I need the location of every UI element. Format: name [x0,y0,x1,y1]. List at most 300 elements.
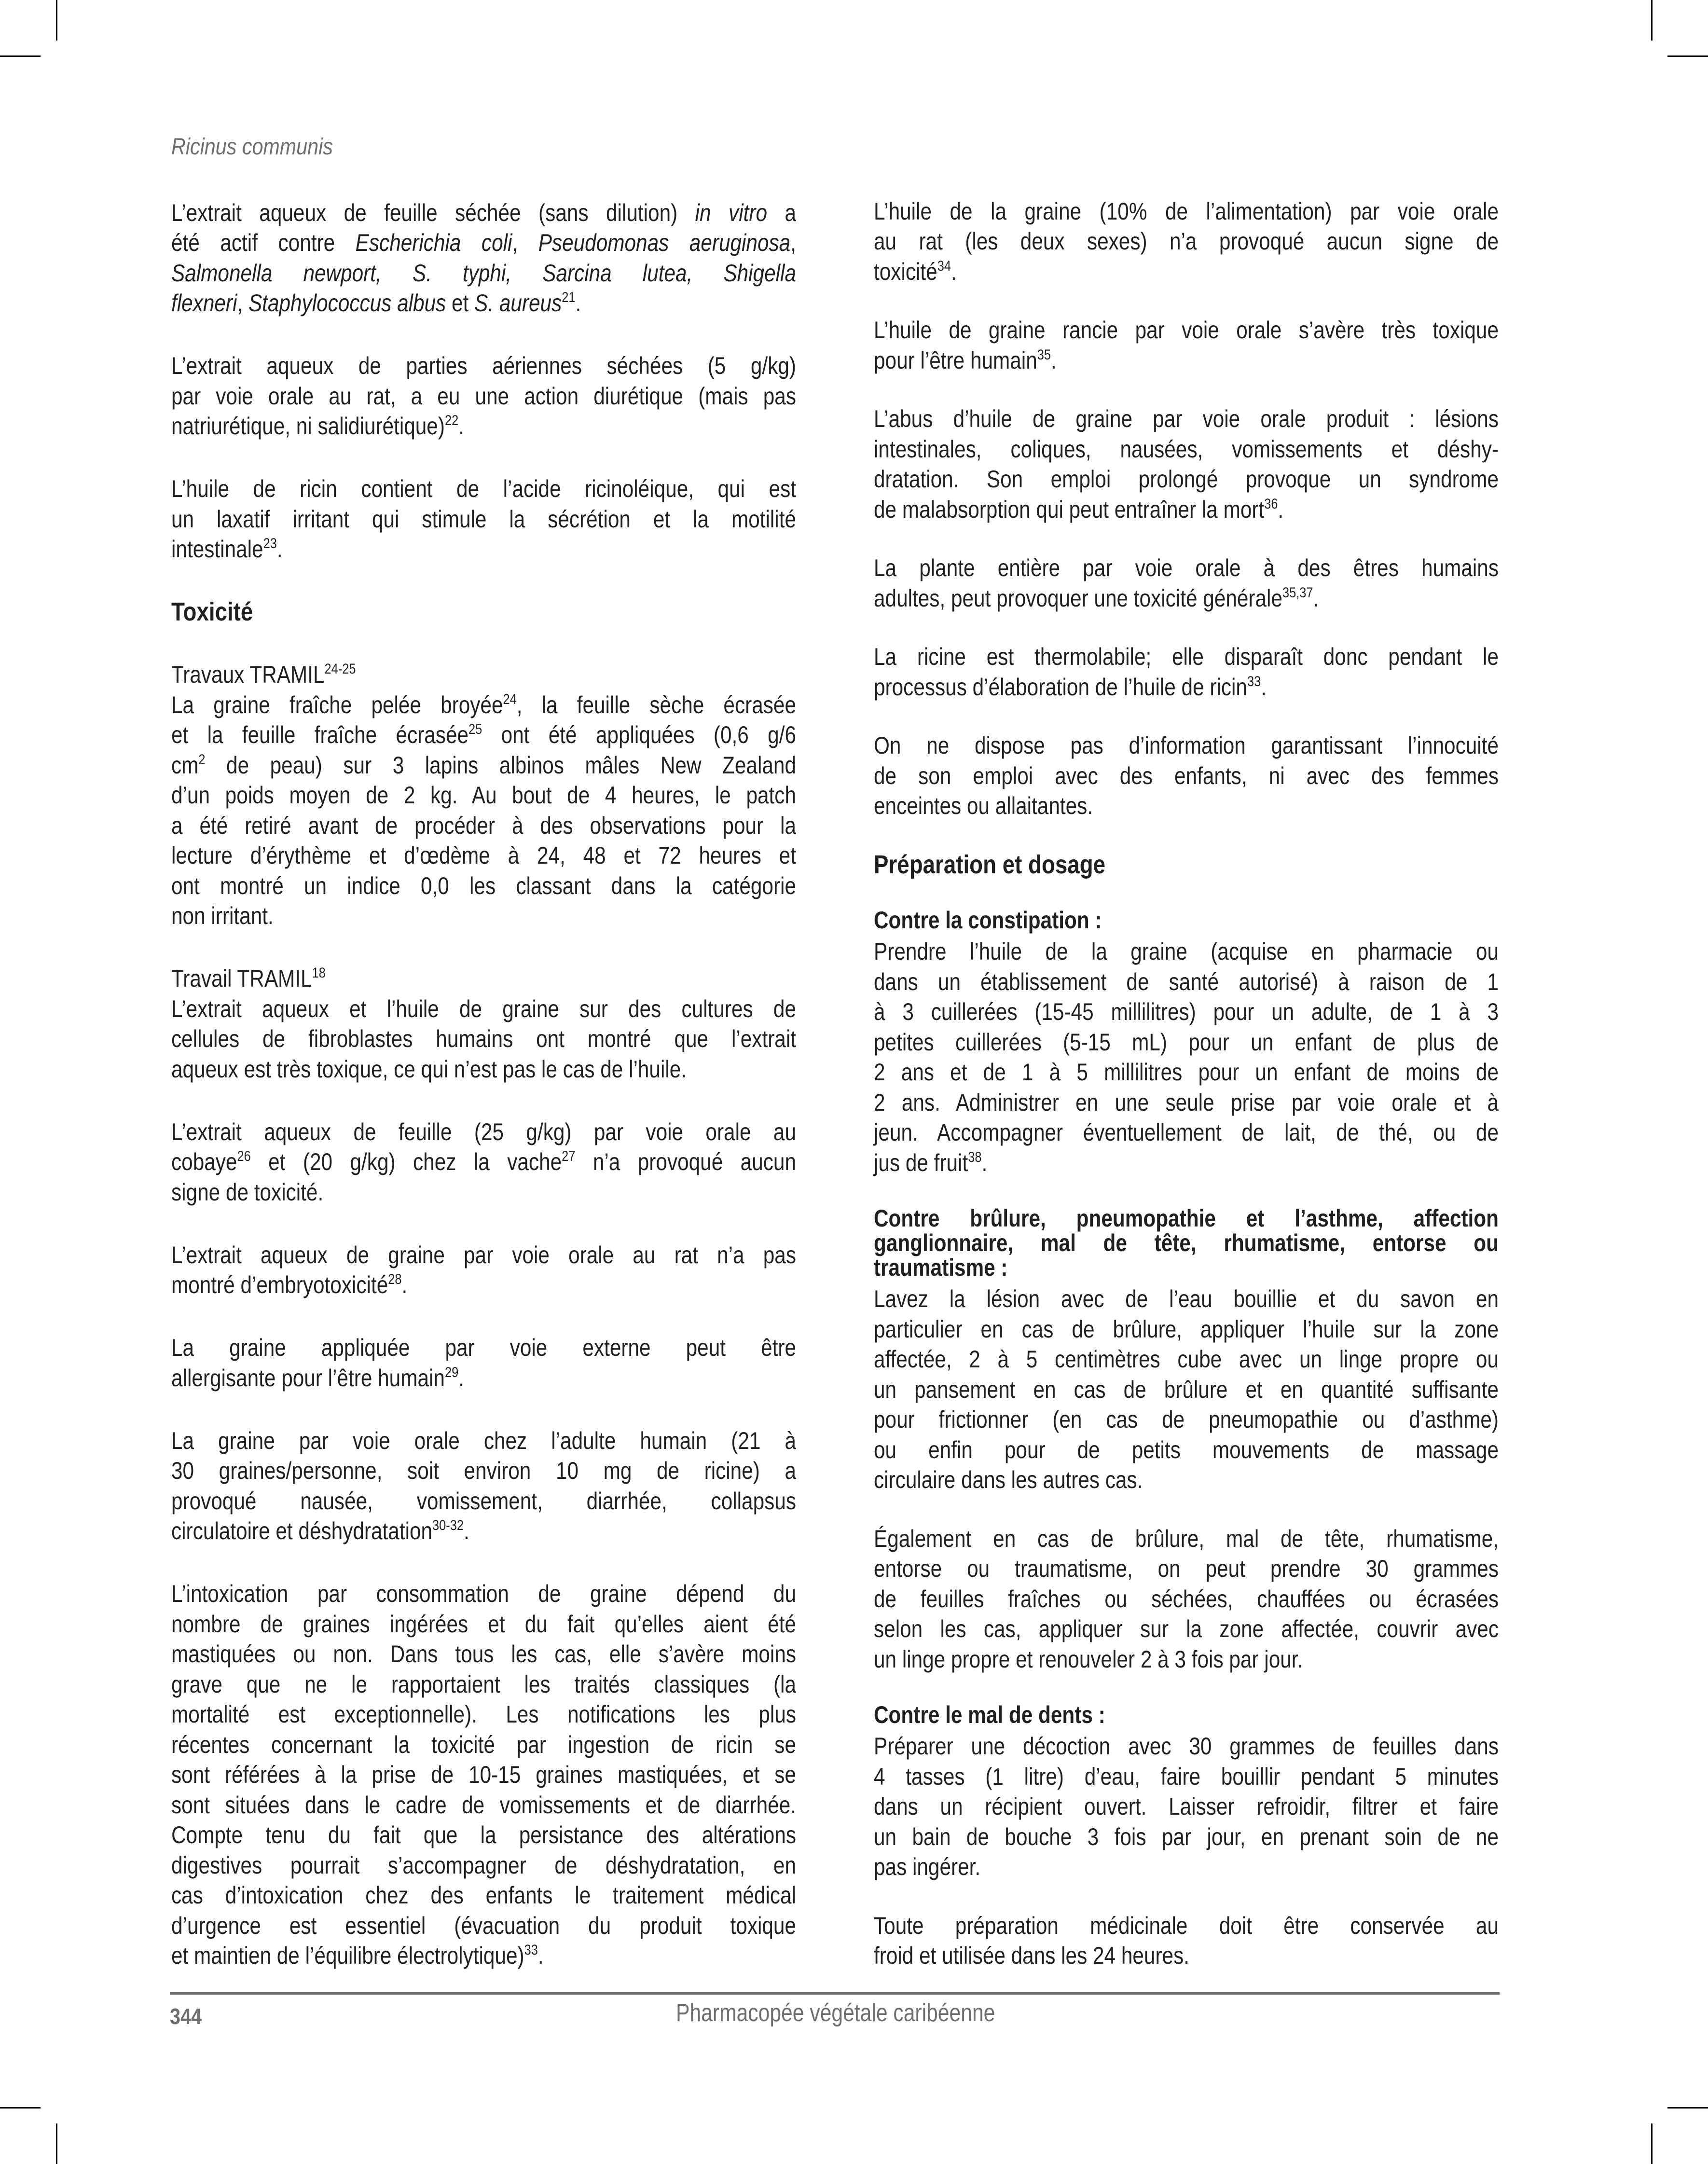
page-number: 344 [170,2004,202,2029]
text-line [171,1609,796,1640]
text-line [874,1375,1499,1405]
text-run: à 3 cuillerées (15-45 millilitres) pour un adulte, de 1 à 3 [874,998,1499,1025]
text-run: a [767,199,796,226]
crop-mark [56,2123,57,2164]
text-line [874,1088,1499,1118]
text-line [874,1792,1499,1822]
text-run: On ne dispose pas d’information garantissant l’innocuité [874,732,1499,759]
text-run: provoqué nausée, vomissement, diarrhée, collapsus [171,1487,796,1515]
text-run: . [463,1517,469,1544]
footnote-ref: 24 [503,691,517,707]
text-run: particulier en cas de brûlure, appliquer l’huile sur la zone [874,1315,1499,1343]
text-line [171,720,796,750]
text-run: grave que ne le rapportaient les traités classiques (la [171,1670,796,1698]
footnote-ref: 26 [237,1148,251,1165]
crop-mark [56,0,57,41]
footer-book-title: Pharmacopée végétale caribéenne [676,1999,995,2027]
text-line [171,811,796,841]
text-run: . [575,289,581,317]
paragraph-body [874,731,1499,821]
text-run: froid et utilisée dans les 24 heures. [874,1942,1190,1969]
text-run: n’a provoqué aucun [575,1148,796,1175]
footnote-ref: 21 [562,289,576,306]
paragraph-body [171,1426,796,1546]
text-line [874,1206,1499,1231]
text-run: L’huile de graine rancie par voie orale s’avère très toxique [874,317,1499,344]
text-run: de peau) sur 3 lapins albinos mâles New Zealand [205,751,796,779]
footnote-ref: 22 [444,413,459,429]
text-run: mortalité est exceptionnelle). Les notifications les plus [171,1701,796,1728]
text-run: récentes concernant la toxicité par ingestion de ricin se [171,1731,796,1758]
text-line [874,937,1499,967]
crop-mark [0,2107,41,2109]
text-run: L’abus d’huile de graine par voie orale produit : lésions [874,405,1499,432]
paragraph [874,731,1499,821]
text-run: circulaire dans les autres cas. [874,1466,1143,1493]
text-run: , [790,229,796,256]
paragraph-body [171,1117,796,1208]
text-line [874,1057,1499,1088]
text-run: un linge propre et renouveler 2 à 3 fois par jour. [874,1645,1303,1673]
text-line [874,1405,1499,1435]
text-run: , la feuille sèche écrasée [516,691,796,718]
crop-mark [1667,2107,1708,2109]
paragraph [874,1703,1499,1882]
text-run: L’extrait aqueux et l’huile de graine sur des cultures de [171,995,796,1022]
text-line [171,1363,796,1393]
text-run: et [446,289,475,317]
text-line [874,1314,1499,1345]
text-line [874,464,1499,495]
footnote-ref: 23 [263,536,277,552]
text-run: allergisante pour l’être humain [171,1364,445,1392]
text-run: L’intoxication par consommation de graine dépend du [171,1580,796,1607]
text-run: Compte tenu du fait que la persistance des altérations [171,1821,796,1848]
text-run: . [950,258,957,285]
text-run: dratation. Son emploi prolongé provoque un syndrome [874,466,1499,493]
text-run: a été retiré avant de procéder à des observations pour la [171,812,796,839]
text-line [171,258,796,289]
paragraph-label [171,964,796,994]
italic-run: S. aureus [474,289,562,317]
text-run: mastiquées ou non. Dans tous les cas, elle s’avère moins [171,1640,796,1668]
text-run: d’un poids moyen de 2 kg. Au bout de 4 heures, le patch [171,782,796,809]
footnote-ref: 27 [562,1148,576,1165]
text-run: au rat (les deux sexes) n’a provoqué aucun signe de [874,228,1499,255]
text-run: ont été appliquées (0,6 g/6 [482,721,796,748]
paragraph [171,660,796,931]
text-run: Contre le mal de dents : [874,1701,1105,1728]
text-run: intestinales, coliques, nausées, vomissements et déshy- [874,435,1499,463]
paragraph-body [874,404,1499,524]
section-heading: Préparation et dosage [874,850,1106,879]
paragraph [874,1524,1499,1675]
paragraph-label [874,908,1499,933]
text-run: un laxatif irritant qui stimule la sécrétion et la motilité [171,505,796,533]
text-run: 30 graines/personne, soit environ 10 mg de ricine) a [171,1457,796,1484]
italic-run: Staphylococcus albus [248,289,446,317]
paragraph [874,553,1499,613]
paragraph-body [171,690,796,931]
text-line [171,288,796,318]
text-line [874,345,1499,376]
text-line [171,1880,796,1911]
paragraph-body [171,994,796,1085]
text-line [171,1911,796,1941]
text-line [171,1699,796,1730]
text-line [171,780,796,811]
text-line [874,1027,1499,1058]
paragraph-body [874,1911,1499,1971]
text-line [874,1344,1499,1375]
text-line [171,1240,796,1270]
paragraph [874,404,1499,524]
paragraph-label [874,1206,1499,1280]
text-line [171,1790,796,1820]
text-run: sont situées dans le cadre de vomissements et de diarrhée. [171,1791,796,1819]
paragraph-body [874,315,1499,375]
text-run: jus de fruit [874,1149,968,1176]
text-line [171,1147,796,1177]
text-run: circulatoire et déshydratation [171,1517,433,1544]
paragraph [874,642,1499,702]
text-line [171,1516,796,1546]
text-line [171,198,796,228]
text-line [874,1584,1499,1614]
paragraph-body [874,1284,1499,1495]
text-run: non irritant. [171,902,274,929]
text-run: et maintien de l’équilibre électrolytique) [171,1942,524,1969]
text-line [874,1231,1499,1255]
text-line [874,761,1499,791]
text-run: processus d’élaboration de l’huile de ricin [874,673,1247,701]
text-line [874,1465,1499,1495]
italic-run: Salmonella newport, S. typhi, Sarcina lutea, Shigella [171,259,796,287]
text-run: été actif contre [171,229,356,256]
paragraph-body [874,553,1499,613]
paragraph [874,908,1499,1178]
text-run: sont référées à la prise de 10-15 graines mastiquées, et se [171,1761,796,1788]
paragraph [171,964,796,1084]
footnote-ref: 34 [937,258,951,274]
footnote-ref: 18 [312,965,326,981]
text-line [874,257,1499,287]
paragraph [874,196,1499,287]
text-line [171,994,796,1024]
paragraph-body [874,196,1499,287]
paragraph [171,1426,796,1546]
text-run: enceintes ou allaitantes. [874,792,1093,819]
text-run: Contre brûlure, pneumopathie et l’asthme, affection [874,1205,1499,1232]
text-run: . [981,1149,988,1176]
text-run: . [537,1942,544,1969]
text-run: 2 ans. Administrer en une seule prise par voie orale et à [874,1089,1499,1116]
text-line [874,1822,1499,1852]
italic-run: in vitro [695,199,768,226]
crop-mark [1667,55,1708,57]
text-run: affectée, 2 à 5 centimètres cube avec un linge propre ou [874,1346,1499,1373]
text-run: petites cuillerées (5-15 mL) pour un enfant de plus de [874,1028,1499,1056]
text-line [874,495,1499,525]
text-line [171,1730,796,1760]
text-line [171,1820,796,1850]
text-run: pas ingérer. [874,1853,981,1880]
text-run: ou enfin pour de petits mouvements de massage [874,1436,1499,1463]
text-line [171,381,796,412]
paragraph-body [171,198,796,318]
text-run: montré d’embryotoxicité [171,1271,388,1298]
text-run: et la feuille fraîche écrasée [171,721,469,748]
text-run: L’huile de la graine (10% de l’alimentation) par voie orale [874,197,1499,225]
paragraph-body [171,351,796,441]
paragraph-body [171,474,796,565]
text-run: toxicité [874,258,937,285]
text-run: d’urgence est essentiel (évacuation du produit toxique [171,1912,796,1939]
text-line [171,504,796,535]
text-run: adultes, peut provoquer une toxicité générale [874,584,1282,612]
text-line [874,1284,1499,1314]
text-line [874,1554,1499,1584]
text-line [171,474,796,504]
text-run: entorse ou traumatisme, on peut prendre 30 grammes [874,1555,1499,1582]
text-line [171,1270,796,1300]
text-run: . [401,1271,408,1298]
text-line [171,1456,796,1486]
paragraph [171,1333,796,1393]
text-run: selon les cas, appliquer sur la zone affectée, couvrir avec [874,1615,1499,1642]
footnote-ref: 33 [1247,673,1261,689]
text-run: La graine fraîche pelée broyée [171,691,503,718]
text-line [874,1762,1499,1792]
paragraph [874,1911,1499,1971]
text-line [874,1614,1499,1644]
text-line [874,1703,1499,1727]
text-line [171,1117,796,1147]
text-run: Également en cas de brûlure, mal de tête, rhumatisme, [874,1525,1499,1552]
text-line [171,1639,796,1669]
paragraph-body [874,1524,1499,1675]
text-run: . [458,413,464,440]
text-run: Lavez la lésion avec de l’eau bouillie et du savon en [874,1285,1499,1312]
text-line [874,1731,1499,1762]
footnote-ref: 30-32 [432,1517,464,1534]
text-run: L’huile de ricin contient de l’acide ricinoléique, qui est [171,475,796,502]
footnote-ref: 28 [388,1271,402,1288]
footnote-ref: 29 [444,1364,459,1380]
text-line [171,1486,796,1516]
paragraph [171,1117,796,1208]
text-line [171,228,796,258]
text-run: signe de toxicité. [171,1178,324,1206]
text-line [171,1054,796,1085]
text-run: L’extrait aqueux de graine par voie orale au rat n’a pas [171,1241,796,1268]
paragraph-body [874,1731,1499,1882]
paragraph [171,474,796,565]
footnote-ref: 36 [1264,496,1278,512]
text-line [171,1669,796,1700]
italic-run: flexneri [171,289,237,317]
text-line [171,1760,796,1790]
text-line [171,1024,796,1054]
text-run: jeun. Accompagner éventuellement de lait, de thé, ou de [874,1119,1499,1146]
right-column [874,196,1499,1971]
footnote-ref: 33 [524,1942,538,1958]
text-run: aqueux est très toxique, ce qui n’est pas le cas de l’huile. [171,1055,687,1083]
text-line [874,731,1499,761]
text-run: 4 tasses (1 litre) d’eau, faire bouillir pendant 5 minutes [874,1763,1499,1790]
text-run: Toute préparation médicinale doit être conservée au [874,1912,1499,1939]
text-line [874,1852,1499,1882]
text-run: . [1261,673,1267,701]
crop-mark [1651,2123,1653,2164]
text-run: pour l’être humain [874,346,1037,374]
left-column [171,198,796,1971]
italic-run: Escherichia coli [355,229,512,256]
text-run: ont montré un indice 0,0 les classant dans la catégorie [171,872,796,899]
text-line [171,351,796,381]
text-run: 2 ans et de 1 à 5 millilitres pour un enfant de moins de [874,1059,1499,1086]
text-line [171,534,796,565]
text-line [171,1333,796,1363]
footnote-ref: 25 [468,721,482,738]
text-run: digestives pourrait s’accompagner de déshydratation, en [171,1851,796,1879]
text-line [874,967,1499,997]
text-run: cas d’intoxication chez des enfants le traitement médical [171,1882,796,1909]
text-line [171,750,796,781]
text-run: nombre de graines ingérées et du fait qu’elles aient été [171,1610,796,1638]
footnote-ref: 38 [968,1149,982,1165]
text-line [171,660,796,690]
text-run: , [512,229,538,256]
section-heading: Toxicité [171,597,253,626]
italic-run: Pseudomonas aeruginosa [538,229,791,256]
text-line [874,583,1499,614]
footer-rule [170,1992,1500,1995]
paragraph [874,1206,1499,1495]
footnote-ref: 24-25 [324,661,356,677]
text-line [171,1426,796,1456]
text-run: Contre la constipation : [874,907,1102,934]
footnote-ref: 2 [198,751,206,768]
text-run: . [276,536,283,563]
text-run: . [458,1364,464,1392]
text-line [171,901,796,931]
text-run: dans un récipient ouvert. Laisser refroidir, filtrer et faire [874,1793,1499,1820]
text-line [874,434,1499,465]
running-header: Ricinus communis [171,134,333,160]
text-line [874,1941,1499,1971]
text-line [874,908,1499,933]
text-line [874,1911,1499,1941]
paragraph-label [874,1703,1499,1727]
text-run: de malabsorption qui peut entraîner la mort [874,496,1265,523]
paragraph-body [171,1333,796,1393]
text-line [874,404,1499,434]
paragraph-body [874,937,1499,1178]
text-line [874,997,1499,1027]
text-run: L’extrait aqueux de feuille (25 g/kg) par voie orale au [171,1118,796,1145]
text-run: cm [171,751,199,779]
text-run: un pansement en cas de brûlure et en quantité suffisante [874,1376,1499,1403]
text-line [874,672,1499,703]
text-line [874,1117,1499,1148]
text-run: dans un établissement de santé autorisé) à raison de 1 [874,968,1499,995]
paragraph [874,315,1499,375]
text-line [874,642,1499,672]
text-run: et (20 g/kg) chez la vache [250,1148,562,1175]
text-run: L’extrait aqueux de feuille séchée (sans dilution) [171,199,695,226]
text-line [171,841,796,871]
paragraph-body [874,642,1499,702]
text-line [874,553,1499,583]
text-run: L’extrait aqueux de parties aériennes séchées (5 g/kg) [171,352,796,379]
text-run: La ricine est thermolabile; elle disparaît donc pendant le [874,643,1499,670]
text-run: natriurétique, ni salidiurétique) [171,413,445,440]
paragraph-label [171,660,796,690]
paragraph [171,351,796,441]
text-run: Prendre l’huile de la graine (acquise en pharmacie ou [874,938,1499,965]
text-run: . [1051,346,1057,374]
text-line [874,226,1499,257]
text-run: lecture d’érythème et d’œdème à 24, 48 et 72 heures et [171,842,796,869]
text-line [171,1850,796,1881]
text-line [874,791,1499,821]
paragraph-body [171,1240,796,1300]
text-run: , [237,289,248,317]
text-run: un bain de bouche 3 fois par jour, en prenant soin de ne [874,1823,1499,1850]
crop-mark [0,55,41,57]
text-run: . [1313,584,1319,612]
text-run: La graine appliquée par voie externe peut être [171,1334,796,1361]
text-run: de feuilles fraîches ou séchées, chauffées ou écrasées [874,1585,1499,1613]
text-line [171,964,796,994]
text-line [171,871,796,901]
text-run: traumatisme : [874,1254,1008,1281]
text-run: cellules de fibroblastes humains ont montré que l’extrait [171,1025,796,1052]
text-run: pour frictionner (en cas de pneumopathie ou d’asthme) [874,1406,1499,1433]
footnote-ref: 35,37 [1282,584,1313,601]
text-run: . [1278,496,1284,523]
text-line [171,690,796,720]
text-line [171,1941,796,1971]
text-line [874,1148,1499,1178]
text-run: La graine par voie orale chez l’adulte humain (21 à [171,1427,796,1454]
text-run: de son emploi avec des enfants, ni avec des femmes [874,762,1499,789]
paragraph-body [171,1579,796,1971]
text-line [874,1644,1499,1675]
text-line [874,1524,1499,1554]
text-line [874,315,1499,345]
text-run: intestinale [171,536,263,563]
text-line [874,196,1499,227]
text-run: ganglionnaire, mal de tête, rhumatisme, entorse ou [874,1229,1499,1256]
paragraph [171,1240,796,1300]
text-line [874,1435,1499,1465]
text-run: Travaux TRAMIL [171,661,325,688]
text-run: La plante entière par voie orale à des êtres humains [874,554,1499,581]
text-run: Préparer une décoction avec 30 grammes de feuilles dans [874,1733,1499,1760]
text-run: Travail TRAMIL [171,965,312,992]
text-line [171,1177,796,1208]
text-run: par voie orale au rat, a eu une action diurétique (mais pas [171,382,796,410]
crop-mark [1651,0,1653,41]
text-run: cobaye [171,1148,237,1175]
text-line [874,1255,1499,1280]
text-line [171,411,796,441]
paragraph [171,1579,796,1971]
paragraph [171,198,796,318]
text-line [171,1579,796,1609]
